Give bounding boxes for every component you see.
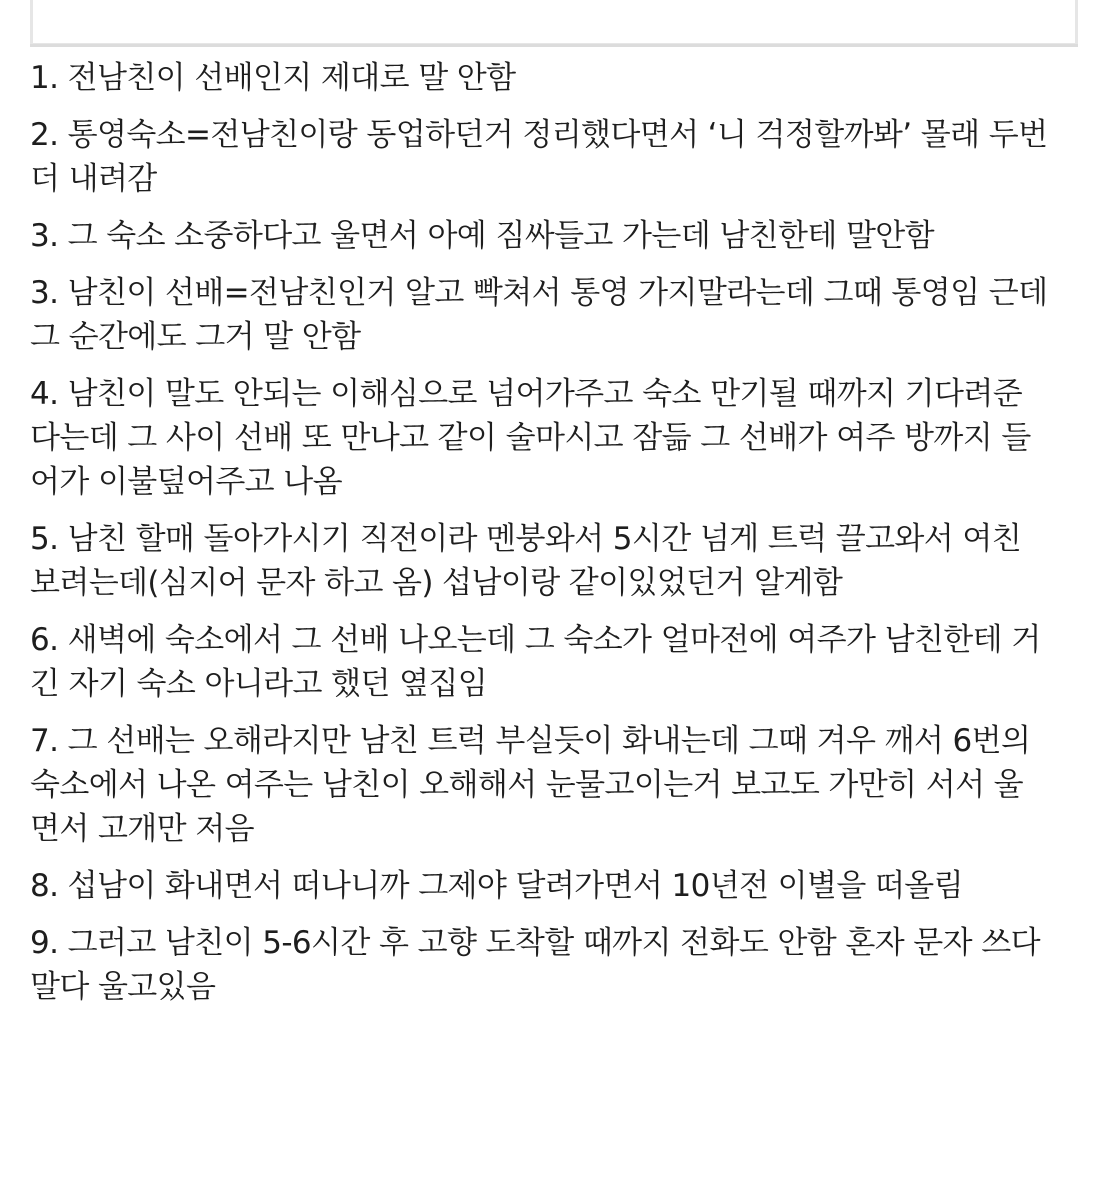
card-divider bbox=[30, 44, 1078, 47]
list-item-2: 2. 통영숙소=전남친이랑 동업하던거 정리했다면서 ‘니 걱정할까봐’ 몰래 두번 더 내려감 bbox=[30, 117, 1048, 197]
list-item-3a: 3. 그 숙소 소중하다고 울면서 아예 짐싸들고 가는데 남친한테 말안함 bbox=[30, 218, 935, 254]
list-item-3b: 3. 남친이 선배=전남친인거 알고 빡쳐서 통영 가지말라는데 그때 통영임 근데 그 순간에도 그거 말 안함 bbox=[30, 275, 1048, 355]
list-item-5: 5. 남친 할매 돌아가시기 직전이라 멘붕와서 5시간 넘게 트럭 끌고와서 여친 보려는데(심지어 문자 하고 옴) 섭남이랑 같이있었던거 알게함 bbox=[30, 521, 1022, 601]
list-item-7: 7. 그 선배는 오해라지만 남친 트럭 부실듯이 화내는데 그때 겨우 깨서 6번의 숙소에서 나온 여주는 남친이 오해해서 눈물고이는거 보고도 가만히 서서 울 면서 고개만 저음 bbox=[30, 723, 1031, 847]
list-item-4: 4. 남친이 말도 안되는 이해심으로 넘어가주고 숙소 만기될 때까지 기다려준 다는데 그 사이 선배 또 만나고 같이 술마시고 잠듦 그 선배가 여주 방까지 들 어가 이불덮어주고 나옴 bbox=[30, 376, 1031, 500]
numbered-list bbox=[30, 56, 1090, 1022]
list-item-9: 9. 그러고 남친이 5-6시간 후 고향 도착할 때까지 전화도 안함 혼자 문자 쓰다 말다 울고있음 bbox=[30, 925, 1040, 1005]
list-item-6: 6. 새벽에 숙소에서 그 선배 나오는데 그 숙소가 얼마전에 여주가 남친한테 거 긴 자기 숙소 아니라고 했던 옆집임 bbox=[30, 622, 1041, 702]
list-item-1: 1. 전남친이 선배인지 제대로 말 안함 bbox=[30, 60, 516, 96]
embedded-card bbox=[30, 0, 1078, 46]
list-item-8: 8. 섭남이 화내면서 떠나니까 그제야 달려가면서 10년전 이별을 떠올림 bbox=[30, 868, 963, 904]
